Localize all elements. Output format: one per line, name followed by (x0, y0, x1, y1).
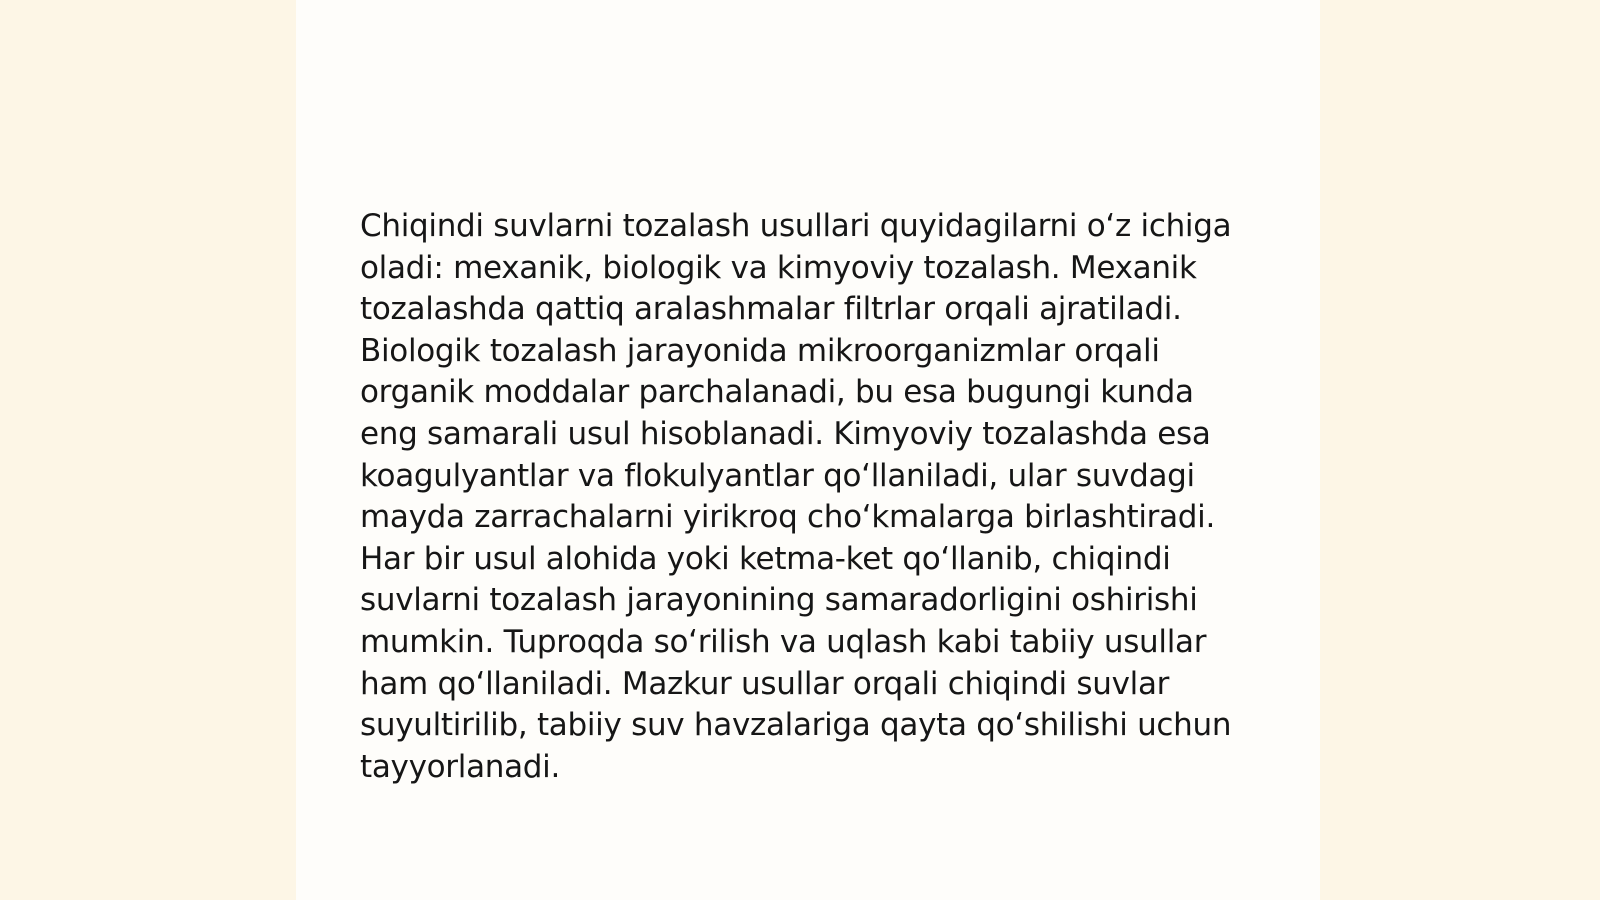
document-page (296, 0, 1320, 900)
body-paragraph: Chiqindi suvlarni tozalash usullari quyidagilarni o‘z ichiga oladi: mexanik, biologik va kimyoviy tozalash. Mexanik tozalashda qattiq aralashmalar filtrlar orqali ajratiladi. Biologik tozalash jarayonida mikroorganizmlar orqali organik moddalar parchalanadi, bu esa bugungi kunda eng samarali usul hisoblanadi. Kimyoviy tozalashda esa koagulyantlar va flokulyantlar qo‘llaniladi, ular suvdagi mayda zarrachalarni yirikroq cho‘kmalarga birlashtiradi. Har bir usul alohida yoki ketma-ket qo‘llanib, chiqindi suvlarni tozalash jarayonining samaradorligini oshirishi mumkin. Tuproqda so‘rilish va uqlash kabi tabiiy usullar ham qo‘llaniladi. Mazkur usullar orqali chiqindi suvlar suyultirilib, tabiiy suv havzalariga qayta qo‘shilishi uchun tayyorlanadi. (360, 208, 1232, 785)
